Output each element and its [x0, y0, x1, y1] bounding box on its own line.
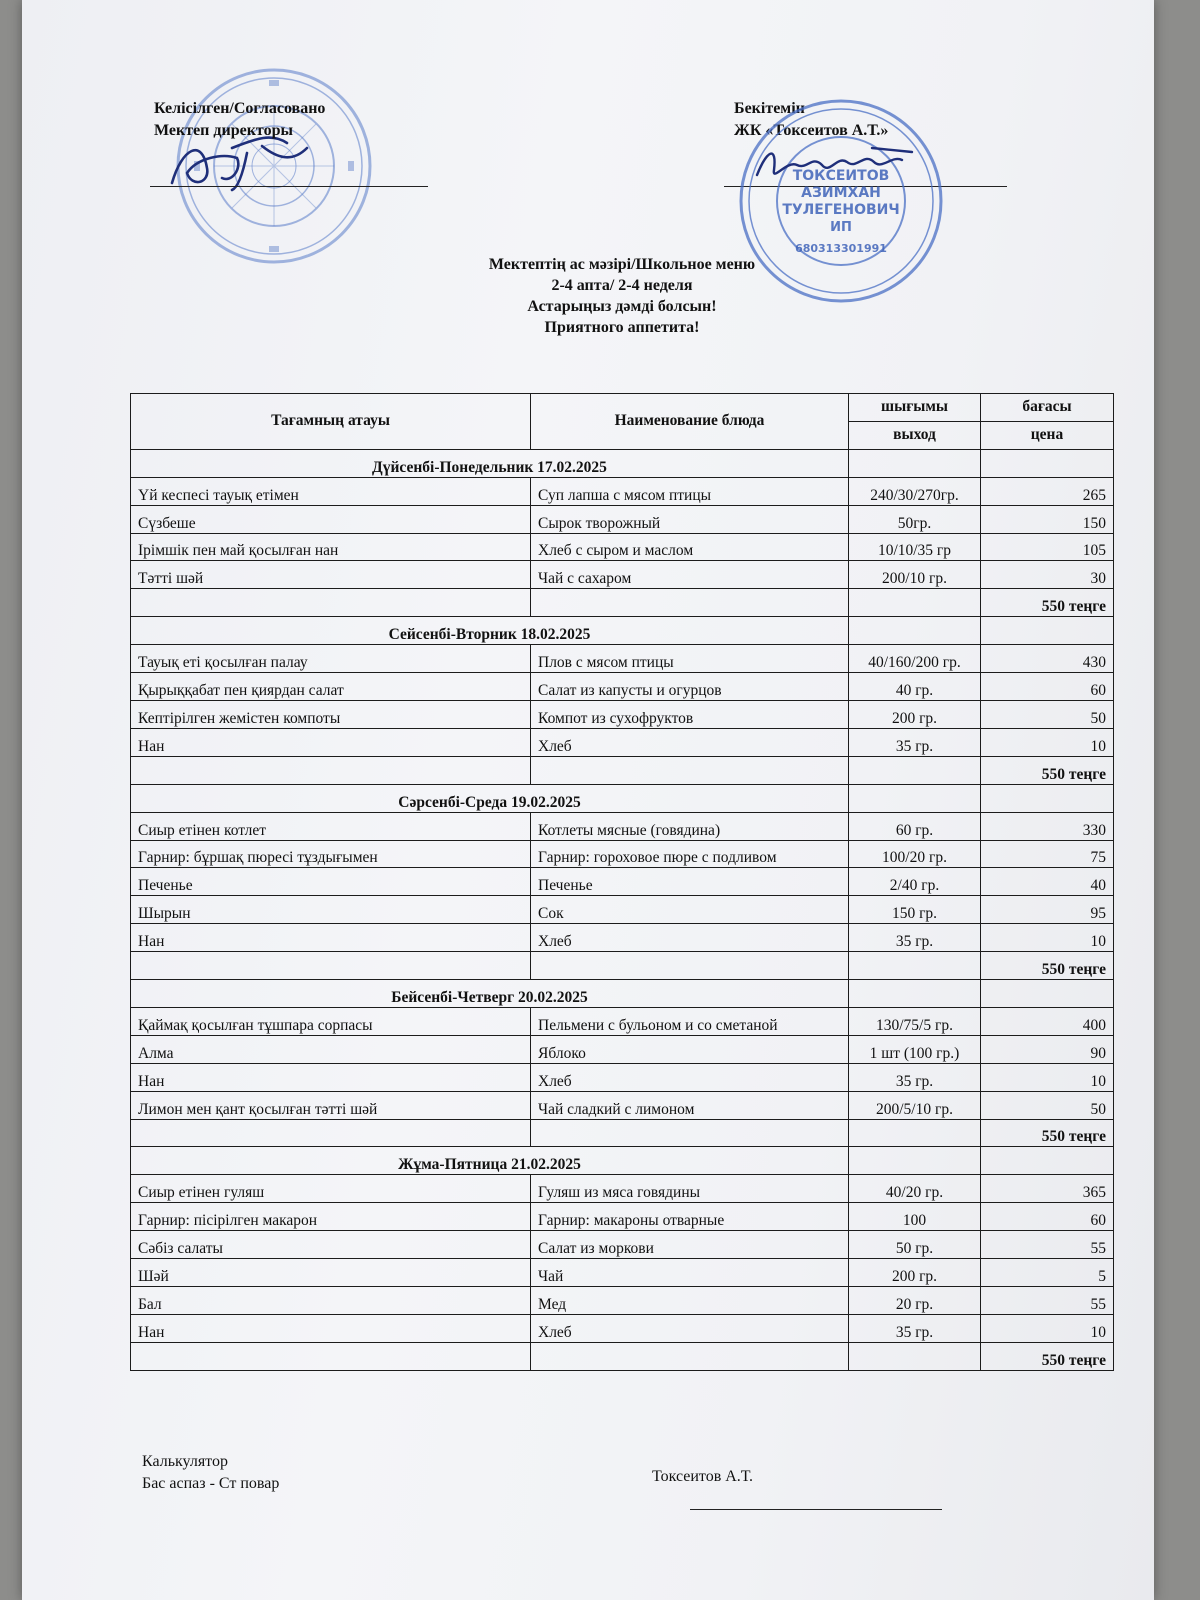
- dish-name-rus: Плов с мясом птицы: [531, 645, 849, 673]
- dish-price: 365: [981, 1175, 1114, 1203]
- day-yield-empty: [849, 980, 981, 1008]
- dish-yield: 200 гр.: [849, 700, 981, 728]
- day-price-empty: [981, 784, 1114, 812]
- footer-left: [142, 1451, 279, 1495]
- total-row: [131, 1119, 1114, 1147]
- day-total: 550 теңге: [981, 589, 1114, 617]
- table-row: [131, 840, 1114, 868]
- dish-name-rus: Пельмени с бульоном и со сметаной: [531, 1007, 849, 1035]
- day-price-empty: [981, 1147, 1114, 1175]
- dish-yield: 35 гр.: [849, 924, 981, 952]
- dish-yield: 130/75/5 гр.: [849, 1007, 981, 1035]
- header-price-ru: цена: [981, 421, 1114, 449]
- total-empty-cell: [531, 1342, 849, 1370]
- table-row: [131, 1035, 1114, 1063]
- dish-price: 60: [981, 673, 1114, 701]
- dish-yield: 40 гр.: [849, 673, 981, 701]
- day-row: [131, 784, 1114, 812]
- stamp-name-line1: ТОКСЕИТОВ: [792, 168, 890, 184]
- day-total: 550 теңге: [981, 952, 1114, 980]
- day-price-empty: [981, 980, 1114, 1008]
- dish-price: 90: [981, 1035, 1114, 1063]
- total-empty-cell: [849, 589, 981, 617]
- dish-name-kaz: Нан: [131, 924, 531, 952]
- dish-price: 50: [981, 1091, 1114, 1119]
- dish-name-rus: Чай: [531, 1259, 849, 1287]
- menu-table: [130, 393, 1114, 1371]
- dish-name-kaz: Ірімшік пен май қосылған нан: [131, 533, 531, 561]
- dish-name-kaz: Нан: [131, 1314, 531, 1342]
- dish-name-kaz: Қырыққабат пен қиярдан салат: [131, 673, 531, 701]
- dish-yield: 100/20 гр.: [849, 840, 981, 868]
- table-row: [131, 924, 1114, 952]
- dish-name-kaz: Нан: [131, 1063, 531, 1091]
- dish-price: 55: [981, 1231, 1114, 1259]
- table-row: [131, 1063, 1114, 1091]
- title-line-4: Приятного аппетита!: [544, 319, 700, 336]
- stamp-name-line2: АЗИМХАН: [801, 185, 881, 201]
- dish-price: 330: [981, 812, 1114, 840]
- dish-yield: 50 гр.: [849, 1231, 981, 1259]
- dish-yield: 200/10 гр.: [849, 561, 981, 589]
- dish-name-rus: Хлеб с сыром и маслом: [531, 533, 849, 561]
- title-line-1: Мектептің ас мәзірі/Школьное меню: [488, 256, 756, 273]
- dish-name-kaz: Гарнир: бұршақ пюресі тұздығымен: [131, 840, 531, 868]
- dish-name-kaz: Печенье: [131, 868, 531, 896]
- total-empty-cell: [531, 589, 849, 617]
- table-row: [131, 728, 1114, 756]
- dish-name-rus: Хлеб: [531, 924, 849, 952]
- dish-name-rus: Сок: [531, 896, 849, 924]
- dish-name-rus: Чай сладкий с лимоном: [531, 1091, 849, 1119]
- dish-name-kaz: Сүзбеше: [131, 505, 531, 533]
- dish-yield: 50гр.: [849, 505, 981, 533]
- table-row: [131, 561, 1114, 589]
- day-title: Дүйсенбі-Понедельник 17.02.2025: [131, 449, 849, 477]
- dish-name-kaz: Тауық еті қосылған палау: [131, 645, 531, 673]
- day-title: Жұма-Пятница 21.02.2025: [131, 1147, 849, 1175]
- dish-name-rus: Хлеб: [531, 728, 849, 756]
- header-row: [131, 394, 1114, 422]
- dish-name-rus: Гуляш из мяса говядины: [531, 1175, 849, 1203]
- total-empty-cell: [531, 1119, 849, 1147]
- dish-name-kaz: Кептірілген жемістен компоты: [131, 700, 531, 728]
- dish-price: 400: [981, 1007, 1114, 1035]
- dish-yield: 60 гр.: [849, 812, 981, 840]
- header-price-kz: бағасы: [981, 394, 1114, 422]
- approval-label: Келісілген/Согласовано: [154, 100, 326, 117]
- dish-name-kaz: Бал: [131, 1287, 531, 1315]
- dish-yield: 40/160/200 гр.: [849, 645, 981, 673]
- total-empty-cell: [131, 1342, 531, 1370]
- dish-price: 10: [981, 1063, 1114, 1091]
- dish-name-rus: Суп лапша с мясом птицы: [531, 477, 849, 505]
- total-empty-cell: [131, 1119, 531, 1147]
- total-row: [131, 952, 1114, 980]
- dish-name-rus: Салат из капусты и огурцов: [531, 673, 849, 701]
- dish-yield: 40/20 гр.: [849, 1175, 981, 1203]
- dish-yield: 2/40 гр.: [849, 868, 981, 896]
- dish-price: 40: [981, 868, 1114, 896]
- day-row: [131, 1147, 1114, 1175]
- day-row: [131, 617, 1114, 645]
- dish-name-rus: Гарнир: гороховое пюре с подливом: [531, 840, 849, 868]
- dish-name-rus: Сырок творожный: [531, 505, 849, 533]
- dish-name-kaz: Нан: [131, 728, 531, 756]
- dish-name-kaz: Лимон мен қант қосылған тәтті шәй: [131, 1091, 531, 1119]
- dish-price: 50: [981, 700, 1114, 728]
- total-empty-cell: [131, 589, 531, 617]
- table-row: [131, 700, 1114, 728]
- dish-price: 10: [981, 728, 1114, 756]
- table-row: [131, 812, 1114, 840]
- approve-label: Бекітемін: [734, 100, 805, 117]
- table-row: [131, 1287, 1114, 1315]
- table-row: [131, 1203, 1114, 1231]
- day-title: Сәрсенбі-Среда 19.02.2025: [131, 784, 849, 812]
- dish-name-kaz: Сиыр етінен котлет: [131, 812, 531, 840]
- approve-company: ЖК «Токсеитов А.Т.»: [734, 122, 889, 139]
- day-row: [131, 980, 1114, 1008]
- day-yield-empty: [849, 1147, 981, 1175]
- table-row: [131, 673, 1114, 701]
- dish-yield: 200/5/10 гр.: [849, 1091, 981, 1119]
- total-empty-cell: [531, 952, 849, 980]
- day-price-empty: [981, 617, 1114, 645]
- dish-name-kaz: Үй кеспесі тауық етімен: [131, 477, 531, 505]
- day-price-empty: [981, 449, 1114, 477]
- total-empty-cell: [131, 952, 531, 980]
- table-row: [131, 1314, 1114, 1342]
- table-row: [131, 896, 1114, 924]
- dish-price: 95: [981, 896, 1114, 924]
- total-empty-cell: [849, 1342, 981, 1370]
- dish-price: 5: [981, 1259, 1114, 1287]
- total-empty-cell: [849, 1119, 981, 1147]
- approver-signature: [752, 140, 922, 190]
- day-title: Сейсенбі-Вторник 18.02.2025: [131, 617, 849, 645]
- day-yield-empty: [849, 784, 981, 812]
- dish-price: 10: [981, 1314, 1114, 1342]
- header-yield-kz: шығымы: [849, 394, 981, 422]
- dish-price: 75: [981, 840, 1114, 868]
- dish-name-kaz: Қаймақ қосылған тұшпара сорпасы: [131, 1007, 531, 1035]
- dish-name-rus: Яблоко: [531, 1035, 849, 1063]
- dish-price: 10: [981, 924, 1114, 952]
- stamp-code: 680313301991: [795, 242, 887, 255]
- day-title: Бейсенбі-Четверг 20.02.2025: [131, 980, 849, 1008]
- total-empty-cell: [131, 756, 531, 784]
- dish-name-rus: Салат из моркови: [531, 1231, 849, 1259]
- footer-calculator: Калькулятор: [142, 1453, 228, 1470]
- dish-name-kaz: Сиыр етінен гуляш: [131, 1175, 531, 1203]
- dish-price: 265: [981, 477, 1114, 505]
- day-yield-empty: [849, 617, 981, 645]
- header-rus: Наименование блюда: [531, 394, 849, 450]
- total-row: [131, 589, 1114, 617]
- footer-signature-line: [690, 1509, 942, 1510]
- dish-yield: 20 гр.: [849, 1287, 981, 1315]
- header-yield-ru: выход: [849, 421, 981, 449]
- dish-yield: 35 гр.: [849, 1063, 981, 1091]
- dish-name-rus: Котлеты мясные (говядина): [531, 812, 849, 840]
- dish-yield: 150 гр.: [849, 896, 981, 924]
- total-empty-cell: [531, 756, 849, 784]
- dish-price: 150: [981, 505, 1114, 533]
- stamp-name-line3: ТУЛЕГЕНОВИЧ: [782, 202, 900, 218]
- day-total: 550 теңге: [981, 1119, 1114, 1147]
- day-row: [131, 449, 1114, 477]
- dish-price: 30: [981, 561, 1114, 589]
- day-yield-empty: [849, 449, 981, 477]
- dish-yield: 35 гр.: [849, 1314, 981, 1342]
- dish-price: 430: [981, 645, 1114, 673]
- table-row: [131, 1231, 1114, 1259]
- table-row: [131, 1091, 1114, 1119]
- menu-table-body: [131, 394, 1114, 1371]
- table-row: [131, 645, 1114, 673]
- dish-yield: 35 гр.: [849, 728, 981, 756]
- total-row: [131, 1342, 1114, 1370]
- dish-name-rus: Мед: [531, 1287, 849, 1315]
- table-row: [131, 533, 1114, 561]
- table-row: [131, 1175, 1114, 1203]
- dish-name-kaz: Шырын: [131, 896, 531, 924]
- dish-yield: 1 шт (100 гр.): [849, 1035, 981, 1063]
- dish-name-kaz: Тәтті шәй: [131, 561, 531, 589]
- dish-name-kaz: Шәй: [131, 1259, 531, 1287]
- footer-chef: Бас аспаз - Ст повар: [142, 1475, 280, 1492]
- dish-name-rus: Гарнир: макароны отварные: [531, 1203, 849, 1231]
- document-page: [22, 0, 1154, 1600]
- table-row: [131, 1259, 1114, 1287]
- total-empty-cell: [849, 756, 981, 784]
- dish-yield: 10/10/35 гр: [849, 533, 981, 561]
- dish-name-kaz: Сәбіз салаты: [131, 1231, 531, 1259]
- approval-director: Мектеп директоры: [154, 122, 293, 139]
- stamp-ip: ИП: [830, 220, 852, 235]
- total-row: [131, 756, 1114, 784]
- dish-price: 60: [981, 1203, 1114, 1231]
- table-row: [131, 1007, 1114, 1035]
- approval-signature-line: [150, 186, 428, 187]
- approval-block: [154, 98, 325, 142]
- dish-name-rus: Печенье: [531, 868, 849, 896]
- dish-name-rus: Хлеб: [531, 1063, 849, 1091]
- dish-name-kaz: Гарнир: пісірілген макарон: [131, 1203, 531, 1231]
- table-row: [131, 477, 1114, 505]
- dish-price: 55: [981, 1287, 1114, 1315]
- total-empty-cell: [849, 952, 981, 980]
- dish-name-rus: Чай с сахаром: [531, 561, 849, 589]
- day-total: 550 теңге: [981, 1342, 1114, 1370]
- dish-yield: 100: [849, 1203, 981, 1231]
- header-kaz: Тағамның атауы: [131, 394, 531, 450]
- dish-name-rus: Хлеб: [531, 1314, 849, 1342]
- title-line-2: 2-4 апта/ 2-4 неделя: [551, 277, 693, 294]
- title-line-3: Астарыңыз дәмді болсын!: [527, 298, 717, 315]
- dish-price: 105: [981, 533, 1114, 561]
- dish-name-kaz: Алма: [131, 1035, 531, 1063]
- day-total: 550 теңге: [981, 756, 1114, 784]
- menu-title: [352, 254, 892, 338]
- footer-right: Токсеитов А.Т.: [652, 1468, 753, 1485]
- table-row: [131, 868, 1114, 896]
- dish-name-rus: Компот из сухофруктов: [531, 700, 849, 728]
- table-row: [131, 505, 1114, 533]
- dish-yield: 240/30/270гр.: [849, 477, 981, 505]
- dish-yield: 200 гр.: [849, 1259, 981, 1287]
